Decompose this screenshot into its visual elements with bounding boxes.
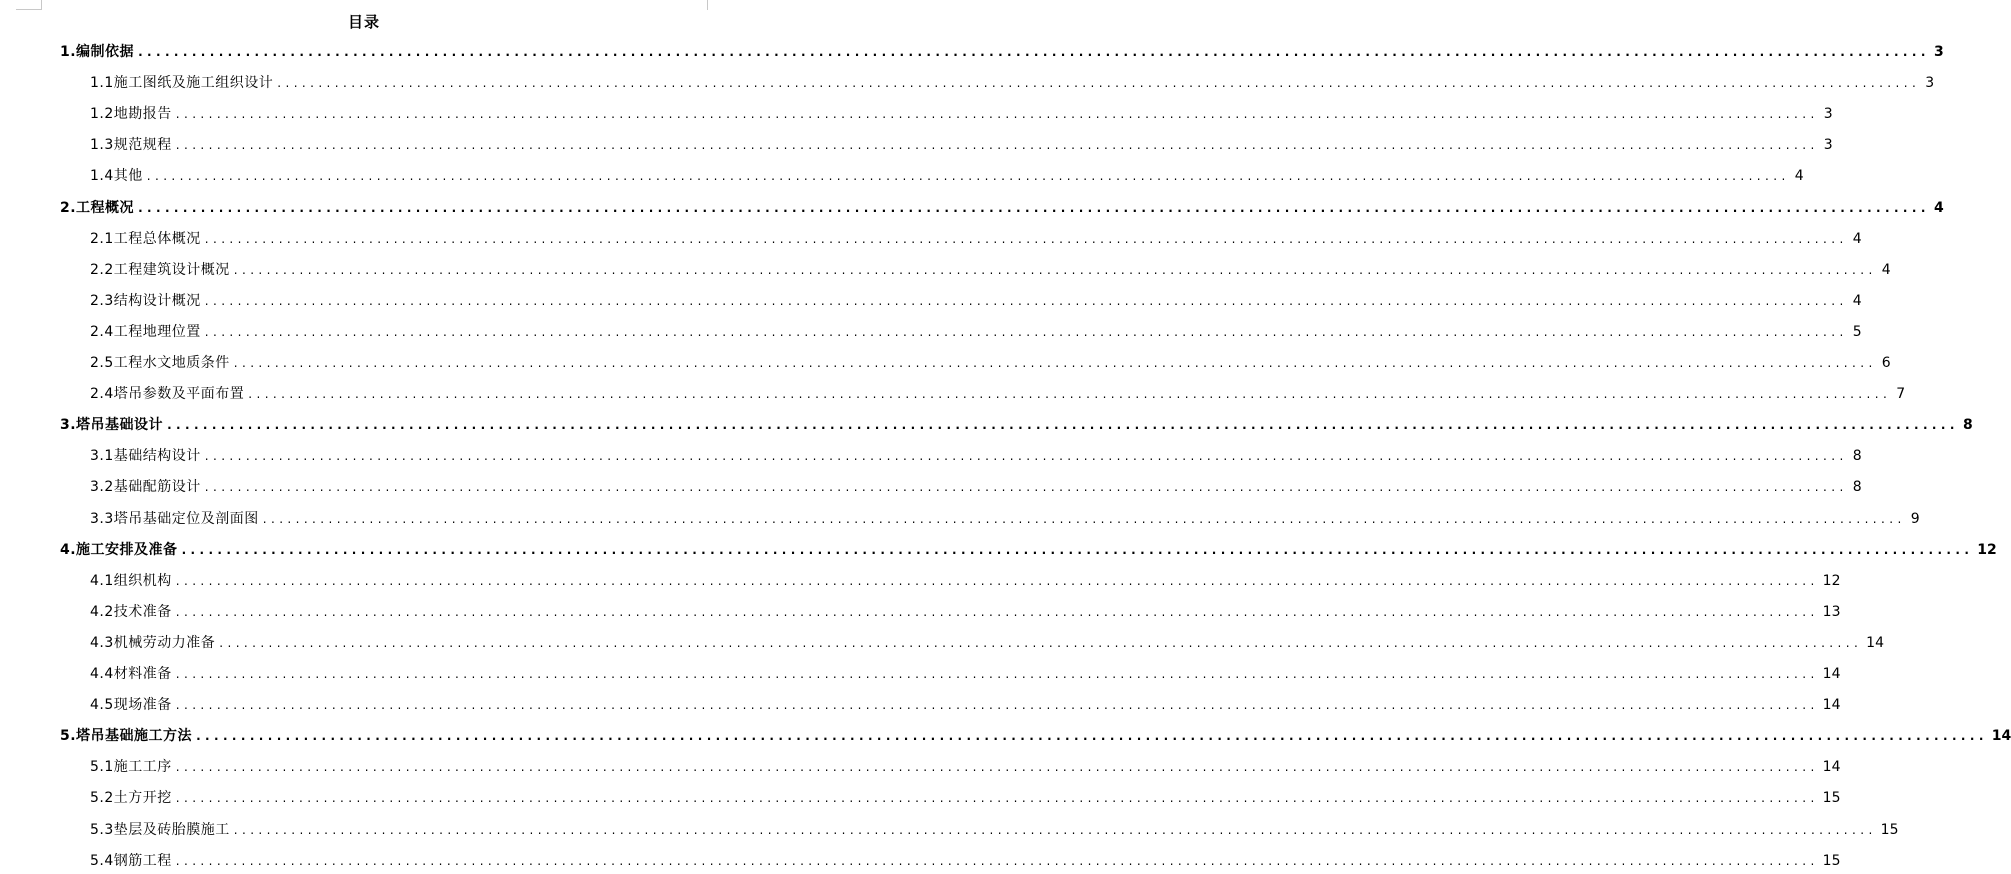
toc-page-number: 3: [1823, 106, 1833, 123]
toc-entry-label: 5.2土方开挖: [90, 790, 172, 807]
toc-entry-label: 2.1工程总体概况: [90, 230, 201, 247]
toc-subentry[interactable]: [90, 694, 1841, 716]
toc-entry-label: 4.4材料准备: [90, 666, 172, 682]
dot-leader: ........................................................................................................................................................................................................: [175, 698, 1819, 713]
dot-leader: ........................................................................................................................................................................................................: [175, 791, 1819, 806]
toc-heading-entry[interactable]: [60, 414, 1973, 436]
dot-leader: ........................................................................................................................................................................................................: [175, 853, 1819, 868]
toc-entry-label: 4.5现场准备: [90, 697, 172, 714]
toc-entry-label: 5.塔吊基础施工方法: [60, 728, 193, 745]
toc-entry-label: 4.3机械劳动力准备: [90, 634, 216, 651]
dot-leader: ........................................................................................................................................................................................................: [204, 480, 1848, 495]
toc-entry-label: 2.3结构设计概况: [90, 292, 201, 309]
dot-leader: ........................................................................................................................................................................................................: [204, 293, 1848, 308]
dot-leader: ........................................................................................................................................................................................................: [233, 356, 1877, 370]
dot-leader: ........................................................................................................................................................................................................: [233, 262, 1877, 277]
dot-leader: ........................................................................................................................................................................................................: [233, 822, 1877, 837]
toc-subentry[interactable]: [90, 632, 1884, 654]
toc-subentry[interactable]: [90, 134, 1833, 156]
toc-entry-label: 3.2基础配筋设计: [90, 479, 201, 496]
toc-subentry[interactable]: [90, 352, 1891, 374]
toc-page-number: 6: [1881, 355, 1891, 371]
toc-page-number: 14: [1822, 759, 1841, 776]
toc-entry-label: 5.3垫层及砖胎膜施工: [90, 821, 230, 838]
toc-page-number: 7: [1896, 386, 1906, 403]
toc-page-number: 3: [1925, 75, 1935, 92]
toc-page-number: 4: [1881, 261, 1891, 278]
toc-page-number: 14: [1822, 697, 1841, 714]
toc-subentry[interactable]: [90, 819, 1899, 841]
toc-entry-label: 4.2技术准备: [90, 603, 172, 620]
toc-page-number: 14: [1822, 666, 1841, 682]
dot-leader: ........................................................................................................................................................................................................: [181, 542, 1974, 557]
toc-subentry[interactable]: [90, 445, 1862, 467]
dot-leader: ........................................................................................................................................................................................................: [196, 729, 1988, 744]
toc-subentry[interactable]: [90, 756, 1841, 778]
dot-leader: ........................................................................................................................................................................................................: [175, 667, 1819, 681]
dot-leader: ........................................................................................................................................................................................................: [277, 76, 1921, 91]
toc-page-number: 13: [1822, 603, 1841, 620]
toc-entry-label: 5.1施工工序: [90, 759, 172, 776]
toc-subentry[interactable]: [90, 850, 1841, 872]
toc-page-number: 9: [1910, 510, 1920, 527]
toc-entry-label: 2.4工程地理位置: [90, 323, 201, 340]
toc-page-number: 14: [1866, 634, 1884, 651]
toc-entry-label: 1.编制依据: [60, 44, 135, 60]
toc-entry-label: 2.工程概况: [60, 199, 135, 216]
toc-subentry[interactable]: [90, 321, 1862, 343]
crop-mark-vertical-right: [707, 0, 708, 10]
toc-page-number: 8: [1852, 448, 1862, 465]
toc-page-number: 12: [1822, 572, 1841, 589]
toc-page-number: 15: [1822, 790, 1841, 807]
dot-leader: ........................................................................................................................................................................................................: [248, 387, 1892, 402]
toc-entry-label: 1.4其他: [90, 168, 143, 185]
toc-page-number: 4: [1934, 199, 1944, 216]
toc-entry-label: 1.2地勘报告: [90, 106, 172, 123]
toc-page-number: 15: [1822, 852, 1841, 869]
dot-leader: ........................................................................................................................................................................................................: [138, 200, 1930, 215]
toc-subentry[interactable]: [90, 259, 1891, 281]
toc-subentry[interactable]: [90, 508, 1920, 530]
toc-title: 目录: [347, 13, 380, 31]
toc-page-number: 3: [1934, 44, 1944, 60]
toc-entry-label: 3.塔吊基础设计: [60, 417, 164, 434]
dot-leader: ........................................................................................................................................................................................................: [175, 573, 1819, 588]
toc-entry-label: 3.3塔吊基础定位及剖面图: [90, 510, 259, 527]
toc-entry-label: 2.2工程建筑设计概况: [90, 261, 230, 278]
toc-entry-label: 1.1施工图纸及施工组织设计: [90, 75, 274, 92]
toc-subentry[interactable]: [90, 228, 1862, 250]
toc-subentry[interactable]: [90, 570, 1841, 592]
dot-leader: ........................................................................................................................................................................................................: [175, 107, 1819, 122]
toc-page-number: 4: [1794, 168, 1804, 185]
toc-subentry[interactable]: [90, 601, 1841, 623]
toc-page-number: 12: [1977, 541, 1997, 558]
toc-page-number: 15: [1880, 821, 1899, 838]
dot-leader: ........................................................................................................................................................................................................: [204, 449, 1848, 464]
toc-page-number: 4: [1852, 292, 1862, 309]
toc-page-number: 4: [1852, 230, 1862, 247]
toc-heading-entry[interactable]: [60, 41, 1944, 63]
dot-leader: ........................................................................................................................................................................................................: [204, 324, 1848, 339]
toc-heading-entry[interactable]: [60, 197, 1944, 219]
crop-mark-horizontal: [16, 9, 42, 10]
crop-mark-vertical-left: [41, 0, 42, 10]
dot-leader: ........................................................................................................................................................................................................: [138, 45, 1930, 59]
toc-entry-label: 4.1组织机构: [90, 572, 172, 589]
toc-page-number: 8: [1852, 479, 1862, 496]
toc-subentry[interactable]: [90, 476, 1862, 498]
toc-page-number: 3: [1823, 137, 1833, 154]
toc-entry-label: 1.3规范规程: [90, 137, 172, 154]
dot-leader: ........................................................................................................................................................................................................: [175, 138, 1819, 153]
dot-leader: ........................................................................................................................................................................................................: [262, 511, 1906, 526]
dot-leader: ........................................................................................................................................................................................................: [167, 418, 1959, 433]
toc-page-number: 14: [1991, 728, 2011, 745]
toc-subentry[interactable]: [90, 383, 1906, 405]
toc-entry-label: 3.1基础结构设计: [90, 448, 201, 465]
dot-leader: ........................................................................................................................................................................................................: [219, 635, 1863, 650]
toc-subentry[interactable]: [90, 72, 1935, 94]
toc-entry-label: 5.4钢筋工程: [90, 852, 172, 869]
toc-entry-label: 2.5工程水文地质条件: [90, 355, 230, 371]
toc-heading-entry[interactable]: [60, 725, 2011, 747]
toc-entry-label: 2.4塔吊参数及平面布置: [90, 386, 245, 403]
dot-leader: ........................................................................................................................................................................................................: [204, 231, 1848, 246]
toc-page-number: 8: [1963, 417, 1973, 434]
toc-entry-label: 4.施工安排及准备: [60, 541, 178, 558]
toc-page-number: 5: [1852, 323, 1862, 340]
dot-leader: ........................................................................................................................................................................................................: [175, 604, 1819, 619]
toc-subentry[interactable]: [90, 663, 1841, 685]
toc-subentry[interactable]: [90, 290, 1862, 312]
toc-subentry[interactable]: [90, 103, 1833, 125]
toc-subentry[interactable]: [90, 165, 1804, 187]
toc-heading-entry[interactable]: [60, 539, 1997, 561]
toc-subentry[interactable]: [90, 787, 1841, 809]
dot-leader: ........................................................................................................................................................................................................: [146, 169, 1790, 184]
dot-leader: ........................................................................................................................................................................................................: [175, 760, 1819, 775]
